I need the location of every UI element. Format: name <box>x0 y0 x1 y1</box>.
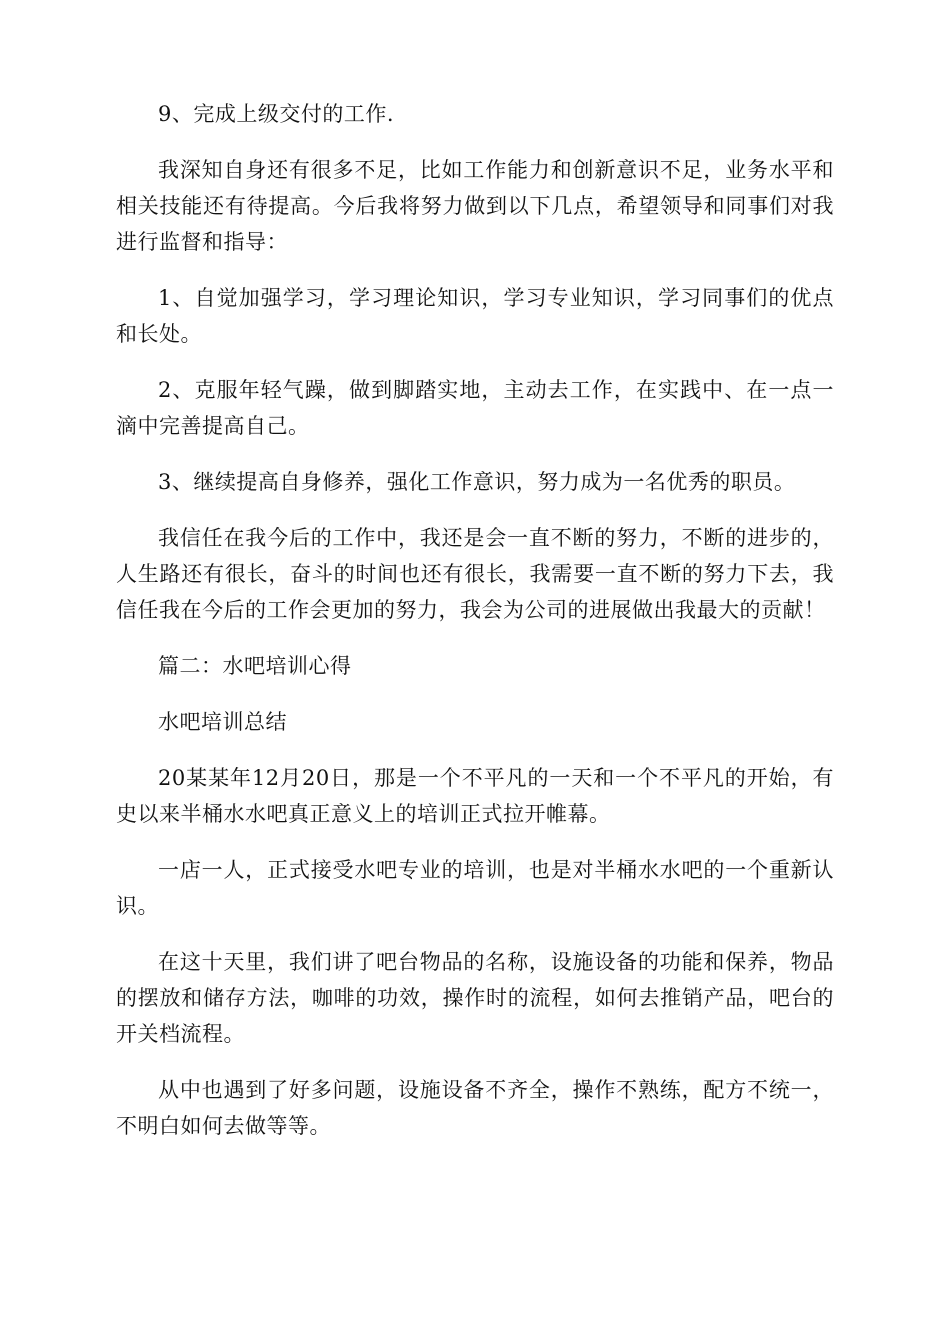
paragraph-self-assessment: 我深知自身还有很多不足，比如工作能力和创新意识不足，业务水平和相关技能还有待提高。今后我将努力做到以下几点，希望领导和同事们对我进行监督和指导： <box>116 158 834 254</box>
paragraph-training-content: 在这十天里，我们讲了吧台物品的名称，设施设备的功能和保养，物品的摆放和储存方法，咖啡的功效，操作时的流程，如何去推销产品，吧台的开关档流程。 <box>116 950 834 1046</box>
paragraph-point-1: 1、自觉加强学习，学习理论知识，学习专业知识，学习同事们的优点和长处。 <box>116 286 834 346</box>
paragraph-point-3: 3、继续提高自身修养，强化工作意识，努力成为一名优秀的职员。 <box>158 470 796 494</box>
paragraph-task-9: 9、完成上级交付的工作. <box>158 102 395 126</box>
paragraph-training-start: 20某某年12月20日，那是一个不平凡的一天和一个不平凡的开始，有史以来半桶水水吧真正意义上的培训正式拉开帷幕。 <box>116 766 834 826</box>
paragraph-training-problems: 从中也遇到了好多问题，设施设备不齐全，操作不熟练，配方不统一，不明白如何去做等等。 <box>116 1078 834 1138</box>
section-subtitle: 水吧培训总结 <box>158 710 287 734</box>
paragraph-training-participants: 一店一人，正式接受水吧专业的培训，也是对半桶水水吧的一个重新认识。 <box>116 858 834 918</box>
paragraph-conclusion: 我信任在我今后的工作中，我还是会一直不断的努力，不断的进步的，人生路还有很长，奋斗的时间也还有很长，我需要一直不断的努力下去，我信任我在今后的工作会更加的努力，我会为公司的进展做出我最大的贡献！ <box>116 526 834 622</box>
document-body <box>116 96 834 1164</box>
section-heading: 篇二：水吧培训心得 <box>158 654 352 678</box>
paragraph-point-2: 2、克服年轻气躁，做到脚踏实地，主动去工作，在实践中、在一点一滴中完善提高自己。 <box>116 378 834 438</box>
